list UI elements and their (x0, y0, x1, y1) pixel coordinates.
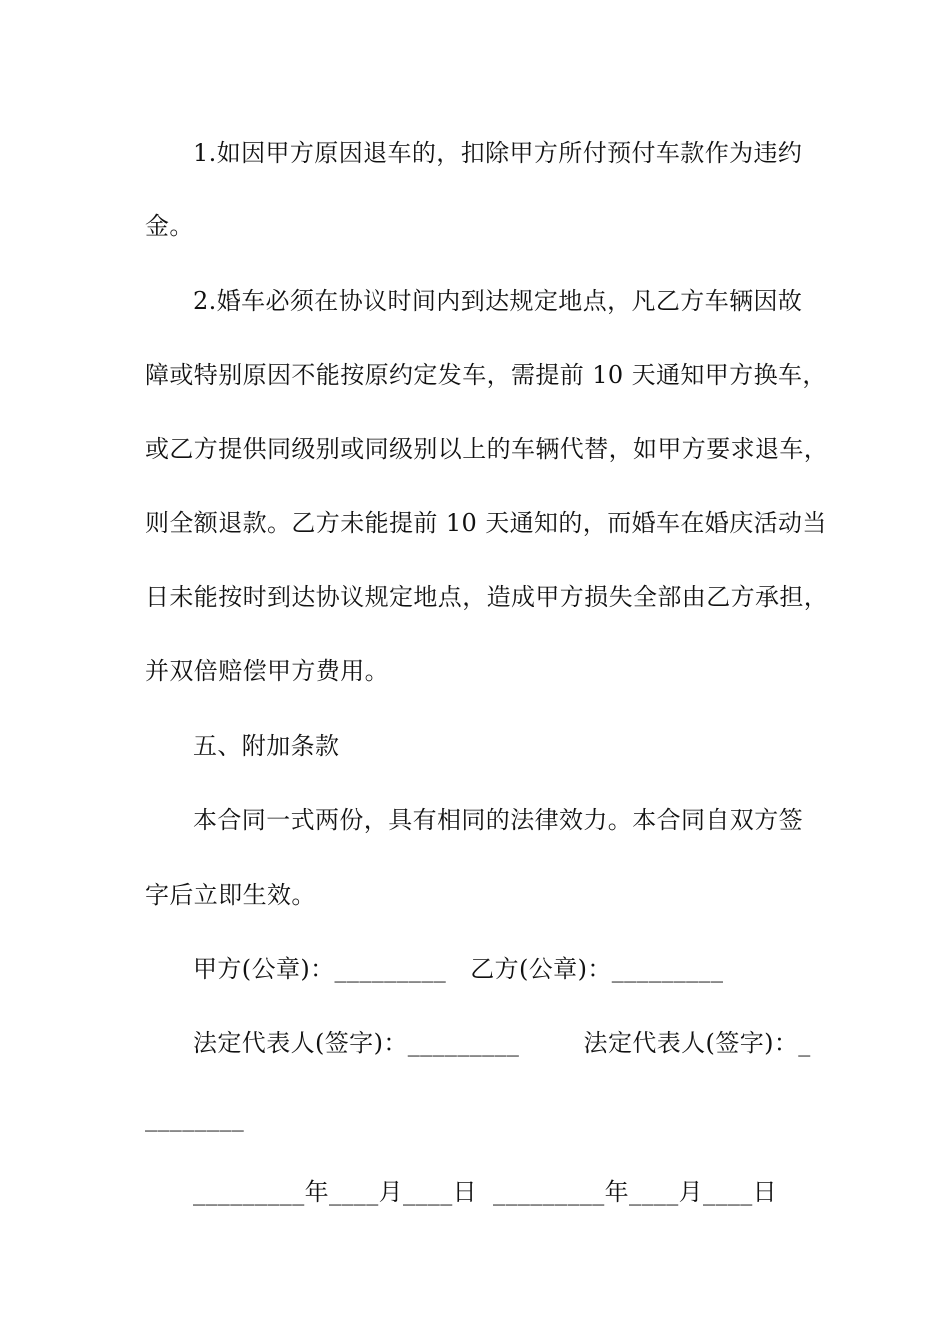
paragraph-line: 或乙方提供同级别或同级别以上的车辆代替，如甲方要求退车， (145, 435, 829, 463)
paragraph-line: 日未能按时到达协议规定地点，造成甲方损失全部由乙方承担， (145, 583, 829, 611)
representative-signature-line: 法定代表人(签字)：_________ 法定代表人(签字)：_ (193, 1029, 811, 1057)
paragraph-line: 字后立即生效。 (145, 881, 316, 909)
signature-blank-continuation: ________ (145, 1104, 245, 1132)
paragraph-line: 金。 (145, 212, 194, 240)
paragraph-line: 障或特别原因不能按原约定发车，需提前 10 天通知甲方换车， (145, 361, 827, 389)
date-line: _________年____月____日 _________年____月____日 (193, 1178, 778, 1206)
section-heading: 五、附加条款 (193, 732, 340, 760)
paragraph-line: 并双倍赔偿甲方费用。 (145, 657, 389, 685)
paragraph-line: 本合同一式两份，具有相同的法律效力。本合同自双方签 (193, 806, 803, 834)
paragraph-line: 2.婚车必须在协议时间内到达规定地点，凡乙方车辆因故 (193, 287, 803, 315)
party-seal-line: 甲方(公章)：_________ 乙方(公章)：_________ (193, 955, 724, 983)
paragraph-line: 1.如因甲方原因退车的，扣除甲方所付预付车款作为违约 (193, 139, 803, 167)
paragraph-line: 则全额退款。乙方未能提前 10 天通知的，而婚车在婚庆活动当 (145, 509, 827, 537)
